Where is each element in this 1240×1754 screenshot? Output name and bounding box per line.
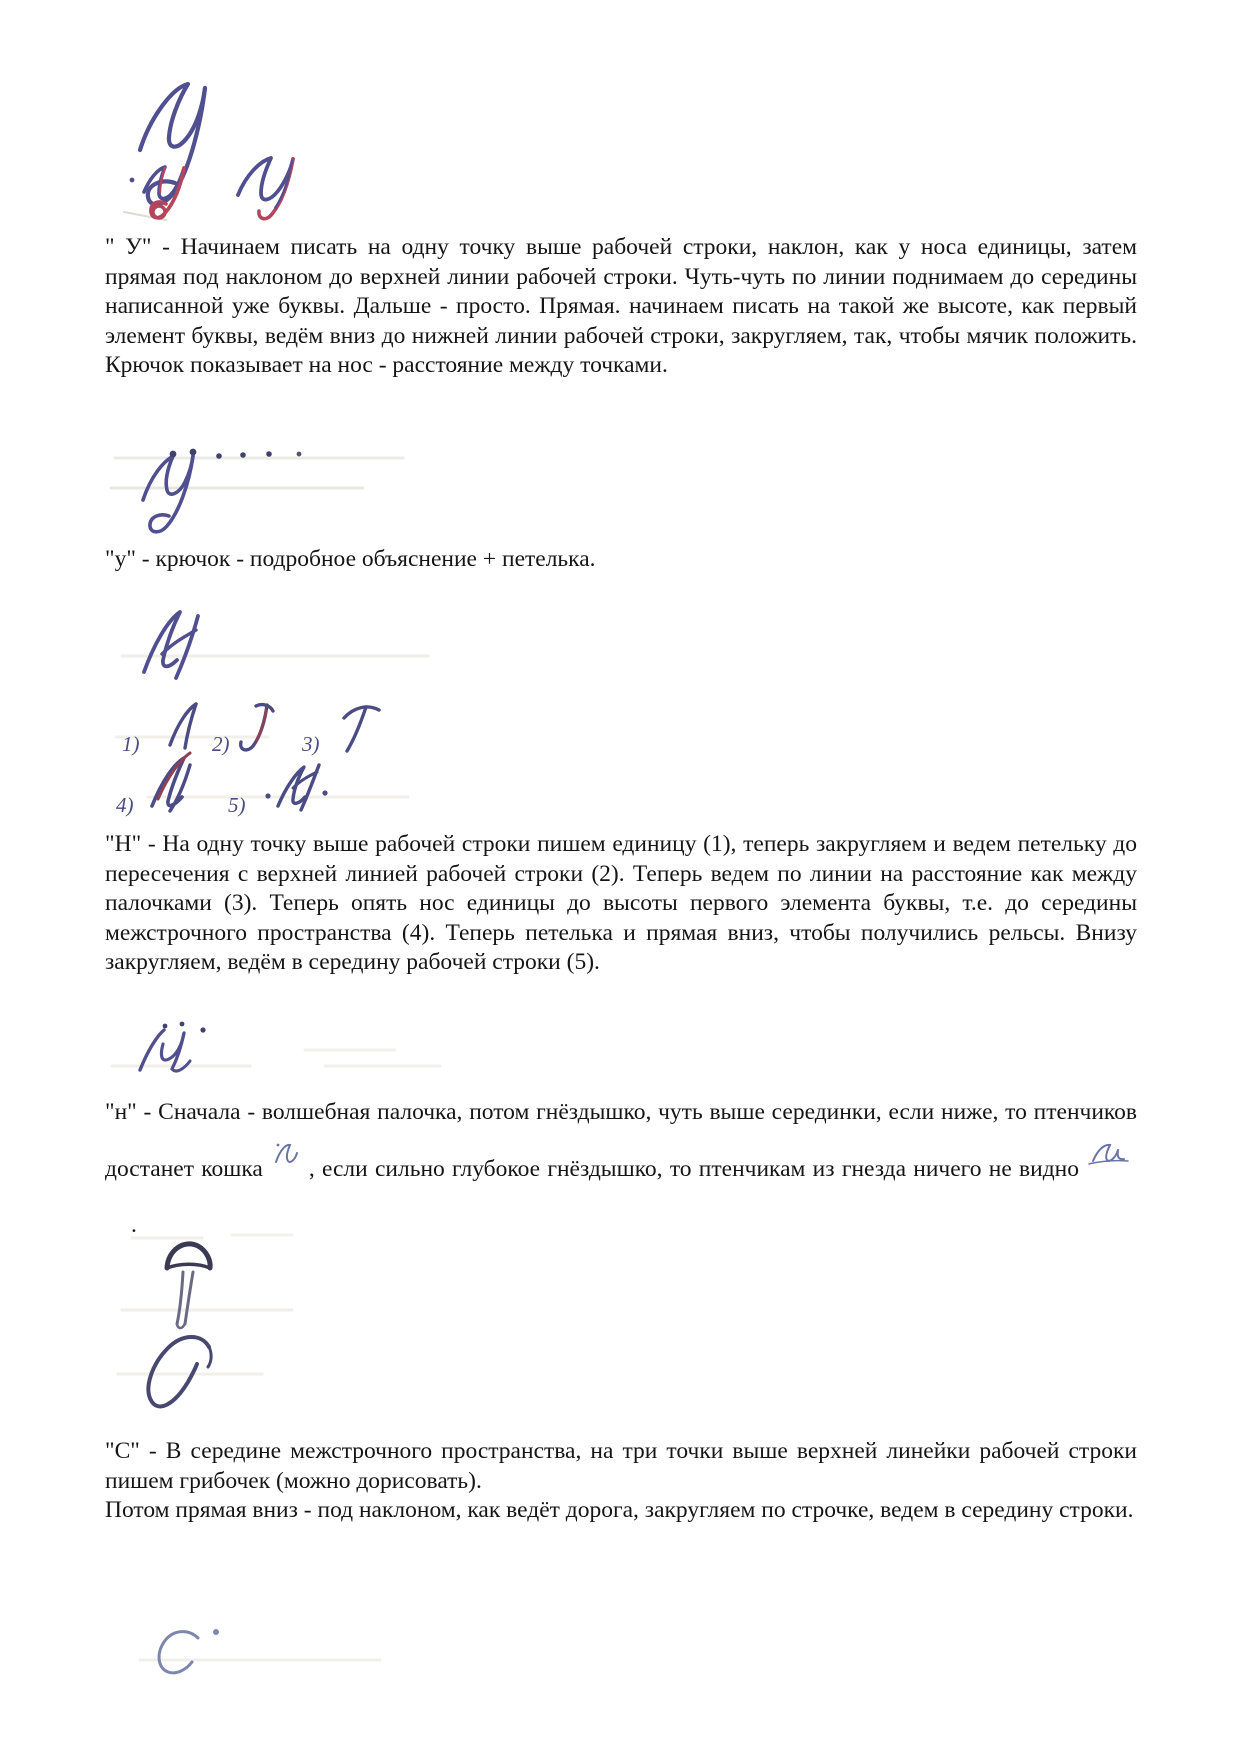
paragraph-capital-u (105, 233, 1137, 381)
step-label-5: 5) (228, 793, 246, 817)
paragraph-capital-n-text: "Н" - На одну точку выше рабочей строки пишем единицу (1), теперь закругляем и ведем петельку до пересечения с верхней линией рабочей строки (2). Теперь ведем по линии на расстояние как между палочками (3). Теперь опять нос единицы до высоты первого элемента буквы, т.е. до середины межстрочного пространства (4). Теперь петелька и прямая вниз, чтобы получились рельсы. Внизу закругляем, ведём в середину рабочей строки (5). (105, 831, 1137, 976)
paragraph-lower-n-seg3: не видно (988, 1156, 1080, 1182)
paragraph-capital-n (105, 830, 1137, 978)
step-label-2: 2) (212, 732, 230, 756)
paragraph-capital-c (105, 1437, 1137, 1526)
step-label-1: 1) (122, 732, 140, 756)
paragraph-lower-n-seg4: . (131, 1212, 137, 1238)
handwriting-capital-u-samples (112, 62, 372, 230)
handwriting-mushroom-and-capital-c (112, 1222, 312, 1422)
handwriting-lower-n-sample (100, 1008, 500, 1088)
paragraph-lower-n-seg2: , если сильно глубокое гнёздышко, то птенчикам из гнезда ничего (308, 1156, 982, 1182)
handwriting-capital-n-sample (110, 592, 440, 692)
handwriting-lower-u-with-dots (103, 436, 413, 536)
paragraph-capital-u-text: " У" - Начинаем писать на одну точку выше рабочей строки, наклон, как у носа единицы, затем прямая под наклоном до верхней линии рабочей строки. Чуть-чуть по линии поднимаем до середины написанной уже буквы. Дальше - просто. Прямая. начинаем писать на такой же высоте, как первый элемент буквы, ведём вниз до нижней линии рабочей строки, закругляем, так, чтобы мячик положить. Крючок показывает на нос - расстояние между точками. (105, 234, 1137, 379)
inline-shallow-nest-glyph (269, 1140, 303, 1168)
paragraph-capital-c-line2: Потом прямая вниз - под наклоном, как ведёт дорога, закругляем по строчке, ведем в середину строки. (105, 1497, 1134, 1524)
handwriting-lower-c-sample (120, 1612, 400, 1692)
paragraph-lower-n-seg1: "н" - Сначала - волшебная палочка, потом гнёздышко, чуть выше серединки, если ниже, то птенчиков достанет кошка (105, 1099, 1137, 1182)
caption-lower-u: "у" - крючок - подробное объяснение + петелька. (105, 546, 596, 572)
step-label-3: 3) (302, 732, 320, 756)
handwriting-capital-n-steps (108, 693, 438, 821)
inline-deep-nest-glyph (1085, 1140, 1131, 1168)
paragraph-capital-c-line1: "С" - В середине межстрочного пространства, на три точки выше верхней линейки рабочей строки пишем грибочек (можно дорисовать). (105, 1438, 1137, 1494)
step-label-4: 4) (116, 793, 134, 817)
